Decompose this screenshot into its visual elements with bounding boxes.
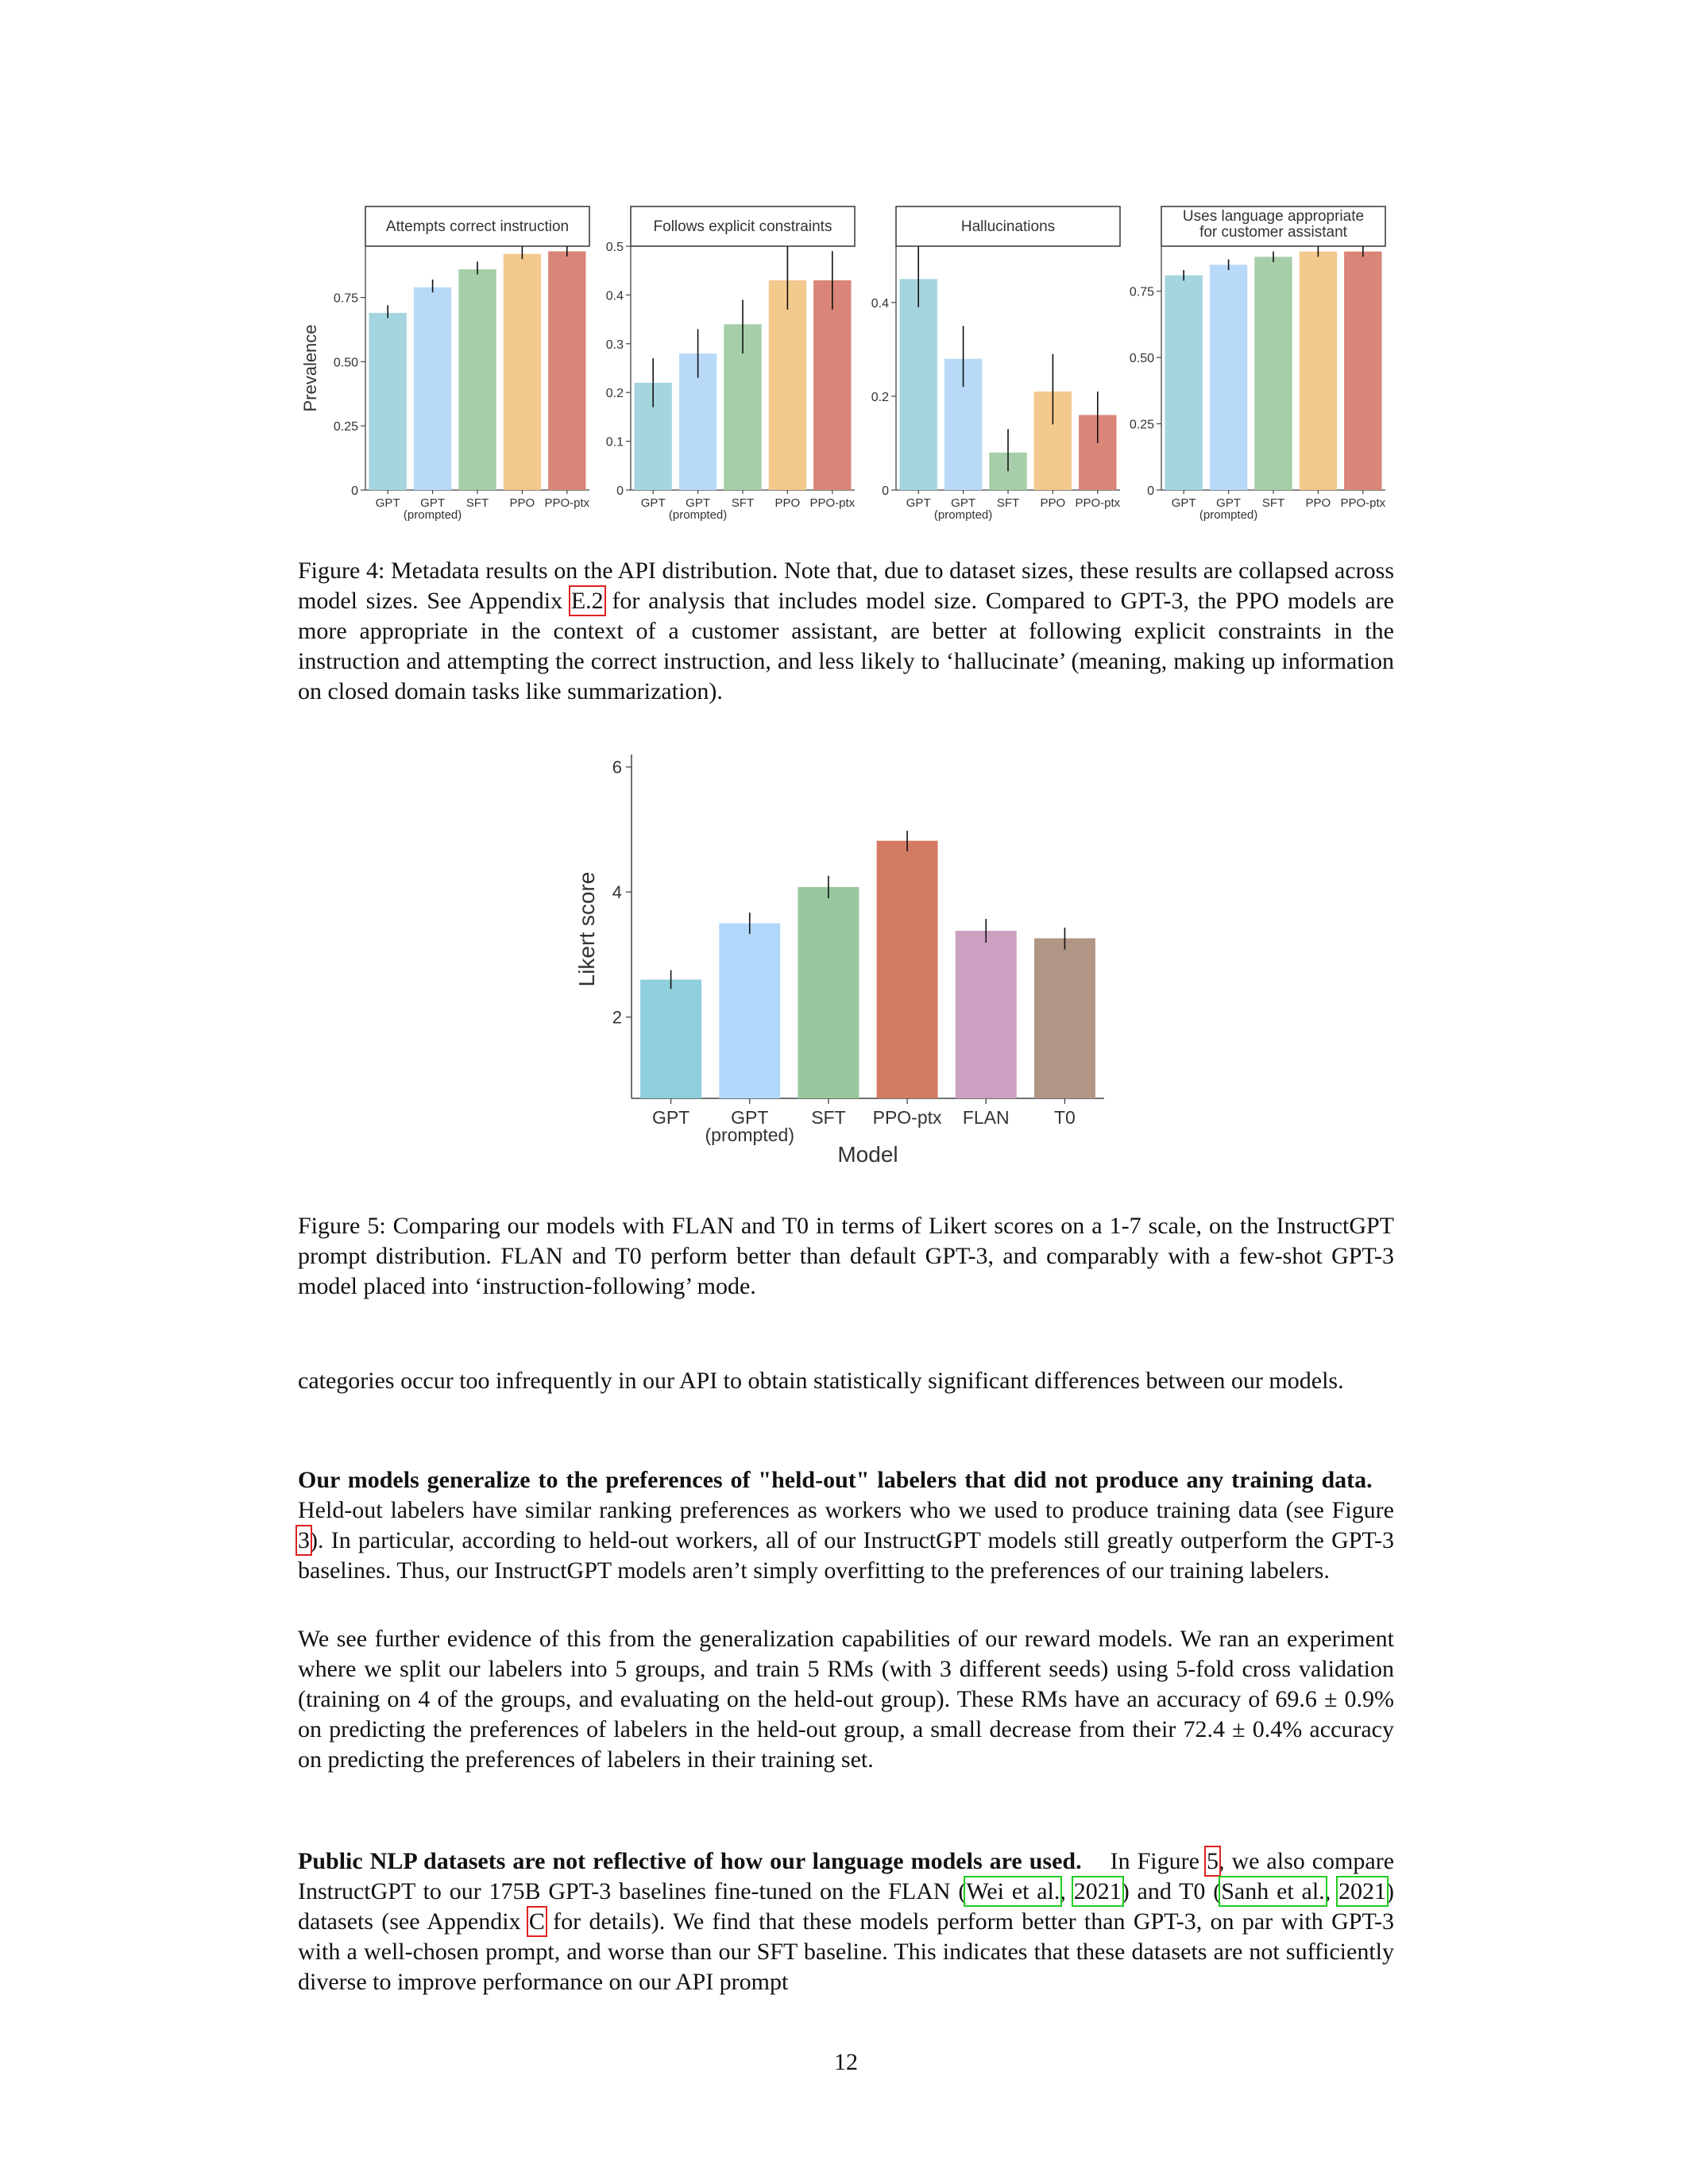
appendix-ref-link[interactable]: E.2 (570, 588, 604, 614)
y-tick-label: 0.25 (1129, 418, 1154, 432)
panel-title: Attempts correct instruction (385, 218, 570, 235)
citation-link[interactable]: Sanh et al. (1221, 1878, 1325, 1904)
panel-title: Uses language appropriate (1182, 208, 1365, 225)
bar (1034, 938, 1095, 1098)
x-tick-label: GPT (1171, 496, 1196, 510)
y-tick-label: 0.75 (1129, 285, 1154, 299)
y-tick-label: 0.25 (333, 420, 358, 434)
y-tick-label: 0 (351, 484, 358, 498)
x-tick-label: SFT (465, 496, 489, 510)
x-tick-label: GPT (731, 1107, 769, 1128)
y-tick-label: 0 (616, 484, 624, 498)
x-tick-label: GPT (375, 496, 400, 510)
appendix-ref-link[interactable]: C (528, 1908, 545, 1935)
panel-title: for customer assistant (1199, 224, 1347, 241)
y-tick-label: 0.4 (871, 296, 889, 311)
y-tick-label: 4 (612, 882, 622, 903)
x-tick-label: PPO-ptx (1340, 496, 1386, 510)
body-paragraph-4: Public NLP datasets are not reflective of how our language models are used. In Figure 5, we also compare InstructGPT to our 175B GPT-3 baselines fine-tuned on the FLAN (Wei et al., 2021) and T0 (Sanh et al., 2021) datasets (see Appendix C for details). We find that these models perform better than GPT-3, on par with GPT-3 with a well-chosen prompt, and worse than our SFT baseline. This indicates that these datasets are not sufficiently diverse to improve performance on our API prompt (298, 1848, 1395, 1995)
y-tick-label: 0.50 (1129, 352, 1154, 366)
likert-chart-area (574, 754, 1104, 1167)
y-tick-label: 0.1 (605, 435, 624, 450)
bar (719, 924, 780, 1098)
bar (1254, 257, 1292, 490)
chart-panel-3 (871, 206, 1121, 522)
bar (956, 931, 1017, 1098)
citation-link[interactable]: 2021 (1338, 1878, 1387, 1904)
panel-title: Follows explicit constraints (653, 218, 832, 235)
bar (1300, 252, 1337, 490)
y-tick-label: 2 (612, 1007, 622, 1028)
y-tick-label: 0.2 (605, 387, 624, 401)
x-axis-label: Model (837, 1142, 898, 1167)
x-tick-label: (prompted) (668, 508, 728, 522)
x-tick-label: T0 (1053, 1107, 1076, 1128)
figure-ref-link[interactable]: 3 (298, 1527, 310, 1553)
y-tick-label: 0.2 (871, 390, 889, 404)
x-tick-label: PPO (1305, 496, 1331, 510)
bar (640, 979, 701, 1098)
bar (1210, 264, 1247, 490)
bar (548, 251, 585, 490)
x-tick-label: PPO (509, 496, 535, 510)
citation-link[interactable]: Wei et al. (966, 1878, 1060, 1904)
bar (900, 279, 937, 490)
panel-title: Hallucinations (960, 218, 1056, 235)
body-paragraph-3: We see further evidence of this from the generalization capabilities of our reward models. We ran an experiment where we split our labelers into 5 groups, and train 5 RMs (with 3 different seeds) using 5-fold cross validation (training on 4 of the groups, and evaluating on the held-out group). These RMs have an accuracy of 69.6 ± 0.9% on predicting the preferences of labelers in the held-out group, a small decrease from their 72.4 ± 0.4% accuracy on predicting the preferences of labelers in their training set. (298, 1626, 1394, 1773)
y-axis-label: Likert score (574, 871, 599, 987)
x-tick-label: (prompted) (705, 1125, 794, 1145)
x-tick-label: GPT (640, 496, 666, 510)
y-tick-label: 0.3 (605, 338, 624, 352)
x-tick-label: GPT (1216, 496, 1242, 510)
chart-panel-2 (606, 206, 856, 522)
page-number: 12 (834, 2049, 858, 2075)
figure-5-caption: Figure 5: Comparing our models with FLAN and T0 in terms of Likert scores on a 1-7 scale, on the InstructGPT prompt distribution. FLAN and T0 perform better than default GPT-3, and comparably with a few-shot GPT-3 model placed into ‘instruction-following’ mode. (298, 1213, 1394, 1299)
x-tick-label: GPT (420, 496, 446, 510)
paragraph-heading: Our models generalize to the preferences of "held-out" labelers that did not produce any training data. (298, 1467, 1373, 1493)
x-tick-label: PPO-ptx (1075, 496, 1121, 510)
x-tick-label: GPT (651, 1107, 690, 1128)
x-tick-label: SFT (996, 496, 1020, 510)
x-tick-label: SFT (811, 1107, 846, 1128)
bar (414, 287, 451, 490)
figure-4-metadata-charts (286, 195, 1398, 536)
figure-5-likert-chart (556, 743, 1112, 1187)
x-tick-label: (prompted) (1199, 508, 1258, 522)
bar (877, 841, 938, 1098)
citation-link[interactable]: 2021 (1073, 1878, 1122, 1904)
x-tick-label: SFT (731, 496, 755, 510)
x-tick-label: FLAN (962, 1107, 1010, 1128)
x-tick-label: GPT (906, 496, 931, 510)
body-paragraph-1: categories occur too infrequently in our API to obtain statistically significant differences between our models. (298, 1368, 1344, 1394)
y-axis-label: Prevalence (300, 324, 320, 412)
bar (813, 280, 851, 490)
bar (1344, 252, 1381, 490)
y-tick-label: 0 (882, 484, 889, 498)
chart-panel-1 (300, 206, 590, 522)
bar (798, 887, 859, 1098)
x-tick-label: GPT (686, 496, 711, 510)
paragraph-heading: Public NLP datasets are not reflective of how our language models are used. (298, 1848, 1082, 1874)
bar (369, 313, 407, 490)
x-tick-label: GPT (951, 496, 976, 510)
bar (504, 254, 541, 490)
figure-ref-link[interactable]: 5 (1206, 1848, 1219, 1874)
x-tick-label: (prompted) (933, 508, 993, 522)
x-tick-label: (prompted) (403, 508, 462, 522)
y-tick-label: 0 (1147, 484, 1154, 498)
x-tick-label: PPO-ptx (544, 496, 590, 510)
bar (458, 269, 496, 490)
x-tick-label: SFT (1261, 496, 1285, 510)
y-tick-label: 0.75 (333, 291, 358, 306)
x-tick-label: PPO-ptx (809, 496, 856, 510)
y-tick-label: 0.4 (605, 289, 624, 303)
x-tick-label: PPO-ptx (872, 1107, 942, 1128)
x-tick-label: PPO (1040, 496, 1066, 510)
x-tick-label: PPO (774, 496, 801, 510)
y-tick-label: 6 (612, 757, 622, 778)
y-tick-label: 0.5 (605, 241, 624, 254)
bar (769, 280, 806, 490)
y-tick-label: 0.50 (333, 356, 358, 370)
bar (1165, 276, 1203, 490)
chart-panel-4 (1130, 206, 1386, 522)
figure-4-caption: Figure 4: Metadata results on the API distribution. Note that, due to dataset sizes, these results are collapsed across model sizes. See Appendix E.2 for analysis that includes model size. Compared to GPT-3, the PPO models are more appropriate in the context of a customer assistant, are better at following explicit constraints in the instruction and attempting the correct instruction, and less likely to ‘hallucinate’ (meaning, making up information on closed domain tasks like summarization). (298, 558, 1394, 704)
body-paragraph-2: Our models generalize to the preferences of "held-out" labelers that did not produce any training data. Held-out labelers have similar ranking preferences as workers who we used to produce training data (see Figure 3). In particular, according to held-out workers, all of our InstructGPT models still greatly outperform the GPT-3 baselines. Thus, our InstructGPT models aren’t simply overfitting to the preferences of our training labelers. (298, 1467, 1394, 1584)
